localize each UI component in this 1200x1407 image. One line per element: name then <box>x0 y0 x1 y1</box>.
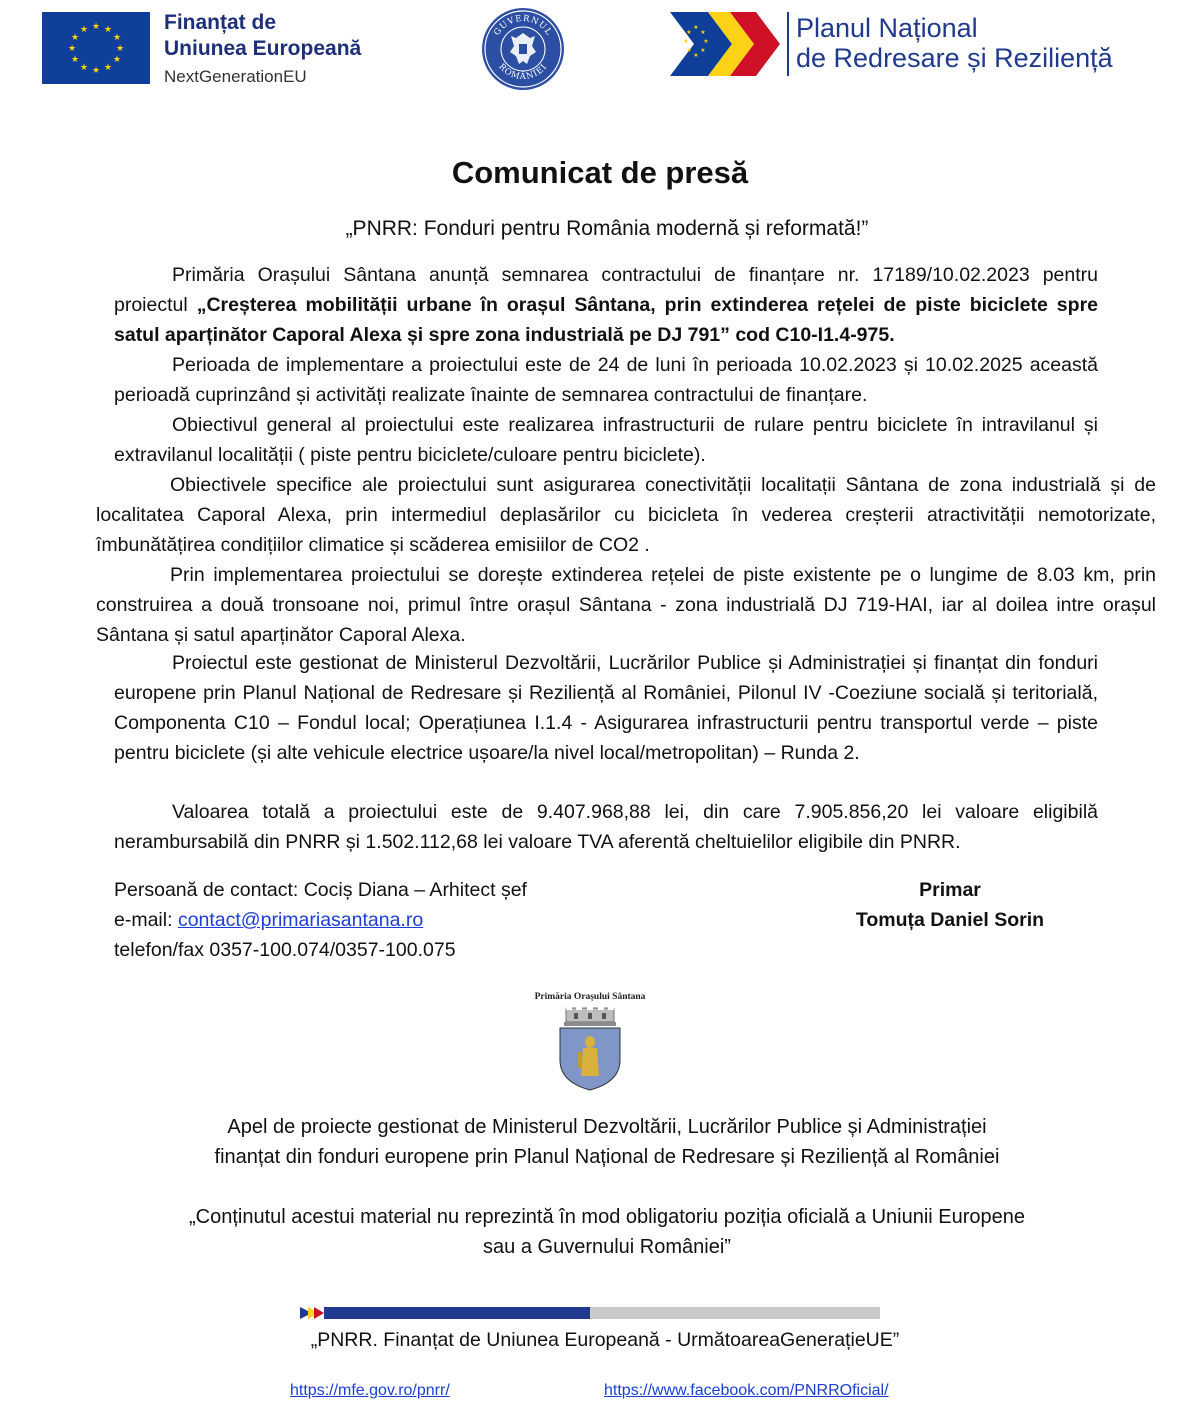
document-slogan: „PNRR: Fonduri pentru România modernă și reformată!” <box>345 217 869 240</box>
footer-link-mfe[interactable]: https://mfe.gov.ro/pnrr/ <box>290 1382 450 1399</box>
paragraph-period <box>114 350 1098 410</box>
pnrr-flag-logo <box>670 12 784 76</box>
svg-text:★: ★ <box>112 55 122 65</box>
pnrr-divider <box>787 12 789 76</box>
svg-text:GUVERNUL: GUVERNUL <box>492 13 554 38</box>
svg-text:★: ★ <box>79 25 89 35</box>
paragraph-specific-objectives <box>96 470 1156 560</box>
crest-caption: Primăria Orașului Sântana <box>534 992 646 1002</box>
svg-text:★: ★ <box>67 44 77 54</box>
footer-link-facebook[interactable]: https://www.facebook.com/PNRROficial/ <box>604 1382 889 1399</box>
eu-text-line3: NextGenerationEU <box>164 67 307 86</box>
pnrr-text-line2: de Redresare și Reziliență <box>796 43 1113 73</box>
paragraph-management <box>114 648 1098 768</box>
svg-text:★: ★ <box>693 24 699 31</box>
eu-stars-icon <box>42 12 150 84</box>
paragraph-specific-objectives-text: Obiectivele specifice ale proiectului sunt asigurarea conectivității localitații Sântana de zona industrială și de localitatea Caporal Alexa, prin intermediul deplasărilor cu bicicleta în vederea creșterii atractivității nemotorizate, îmbunătățirea condițiilor climatice și scăderea emisiilor de CO2 . <box>96 474 1156 556</box>
eu-logo-text <box>164 10 404 90</box>
svg-text:★: ★ <box>683 38 689 45</box>
pnrr-chevron-icon <box>670 12 784 76</box>
signature-block <box>820 875 1080 935</box>
svg-text:★: ★ <box>703 38 709 45</box>
svg-text:★: ★ <box>103 25 113 35</box>
disclaimer-line2: sau a Guvernului României” <box>483 1236 731 1258</box>
svg-text:★: ★ <box>79 63 89 73</box>
contact-person: Persoană de contact: Cociș Diana – Arhitect șef <box>114 879 527 901</box>
paragraph-value-text: Valoarea totală a proiectului este de 9.407.968,88 lei, din care 7.905.856,20 lei valoare eligibilă nerambursabilă din PNRR și 1.502.112,68 lei valoare TVA aferentă cheltuielilor eligibile din PNRR. <box>114 801 1098 853</box>
svg-text:★: ★ <box>686 29 692 36</box>
svg-text:ROMÂNIEI: ROMÂNIEI <box>496 61 550 83</box>
signature-role: Primar <box>919 879 981 901</box>
paragraph-contract <box>114 260 1098 350</box>
svg-text:★: ★ <box>693 52 699 59</box>
footer-color-bar <box>300 1306 880 1318</box>
svg-text:★: ★ <box>70 33 80 43</box>
paragraph-implementation-text: Prin implementarea proiectului se dorește extinderea rețelei de piste existente pe o lungime de 8.03 km, prin construirea a două tronsoane noi, primul între orașul Sântana - zona industrială DJ 719-HAI, iar al doilea intre orașul Sântana și satul aparținător Caporal Alexa. <box>96 564 1156 646</box>
contact-phone: telefon/fax 0357-100.074/0357-100.075 <box>114 939 456 961</box>
eu-text-line1: Finanțat de <box>164 11 277 34</box>
romanian-government-seal <box>480 6 566 92</box>
pnrr-logo-text <box>796 13 1186 73</box>
contact-block <box>114 875 634 965</box>
paragraph-contract-intro: Primăria Orașului Sântana anunță semnarea contractului de finanțare nr. 17189/10.02.2023 pentru proiectul <box>114 264 1098 316</box>
svg-text:★: ★ <box>700 29 706 36</box>
pnrr-text-line1: Planul Național <box>796 13 978 43</box>
paragraph-management-text: Proiectul este gestionat de Ministerul Dezvoltării, Lucrărilor Publice și Administrației și finanțat din fonduri europene prin Planul Național de Redresare și Reziliență al României, Pilonul IV -Coeziune socială și teritorială, Componenta C10 – Fondul local; Operațiunea I.1.4 - Asigurarea infrastructurii pentru transportul verde – piste pentru biciclete (și alte vehicule electrice ușoare/la nivel local/metropolitan) – Runda 2. <box>114 652 1098 764</box>
project-name: „Creșterea mobilității urbane în orașul Sântana, prin extinderea rețelei de piste biciclete spre satul aparținător Caporal Alexa și spre zona industrială pe DJ 791” cod C10-I1.4-975. <box>114 294 1098 346</box>
svg-text:★: ★ <box>112 33 122 43</box>
signature-name: Tomuța Daniel Sorin <box>855 909 1045 931</box>
page-title: Comunicat de presă <box>451 155 749 190</box>
paragraph-general-objective-text: Obiectivul general al proiectului este realizarea infrastructurii de rulare pentru biciclete în intravilanul și extravilanul localității ( piste pentru biciclete/culoare pentru biciclete). <box>114 414 1098 466</box>
svg-text:★: ★ <box>91 22 101 32</box>
paragraph-period-text: Perioada de implementare a proiectului este de 24 de luni în perioada 10.02.2023 și 10.02.2025 această perioadă cuprinzând și activități realizate înainte de semnarea contractului de finanțare. <box>114 354 1098 406</box>
paragraph-value <box>114 797 1098 857</box>
town-crest <box>554 1004 626 1092</box>
svg-text:★: ★ <box>686 47 692 54</box>
funding-statement <box>0 1112 1200 1172</box>
contact-email-row <box>114 905 634 935</box>
disclaimer-line1: „Conținutul acestui material nu reprezintă în mod obligatoriu poziția oficială a Uniunii Europene <box>188 1206 1026 1228</box>
svg-text:★: ★ <box>115 44 125 54</box>
svg-text:★: ★ <box>700 47 706 54</box>
footer-slogan: „PNRR. Finanțat de Uniunea Europeană - UrmătoareaGenerațieUE” <box>310 1329 900 1351</box>
paragraph-implementation <box>96 560 1156 650</box>
svg-text:★: ★ <box>70 55 80 65</box>
town-crest-icon <box>554 1004 626 1092</box>
government-seal-icon <box>480 6 566 92</box>
footer-bar-icon <box>300 1307 880 1319</box>
funding-statement-line2: finanțat din fonduri europene prin Planul Național de Redresare și Reziliență al României <box>214 1146 1000 1168</box>
svg-text:★: ★ <box>91 66 101 76</box>
email-link[interactable]: contact@primariasantana.ro <box>177 909 424 931</box>
funding-statement-line1: Apel de proiecte gestionat de Ministerul Dezvoltării, Lucrărilor Publice și Administrației <box>227 1116 987 1138</box>
svg-text:★: ★ <box>103 63 113 73</box>
disclaimer <box>0 1202 1200 1262</box>
eu-text-line2: Uniunea Europeană <box>164 37 362 60</box>
paragraph-general-objective <box>114 410 1098 470</box>
eu-flag-logo <box>42 12 150 84</box>
email-label: e-mail: <box>114 909 178 931</box>
